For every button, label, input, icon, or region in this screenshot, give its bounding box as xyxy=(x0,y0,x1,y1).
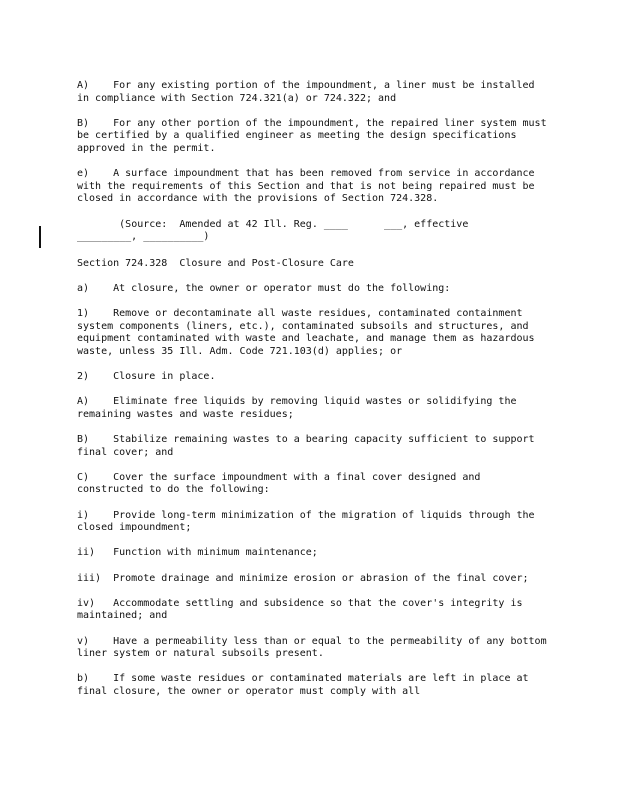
paragraph-B-stabilize-wastes: B) Stabilize remaining wastes to a bearing capacity sufficient to support final cover; and xyxy=(77,434,541,458)
paragraph-iv-accommodate-settling: iv) Accommodate settling and subsidence so that the cover's integrity is maintained; and xyxy=(77,597,529,622)
paragraph-e-surface-impoundment: e) A surface impoundment that has been removed from service in accordance with the requirements of this Section and that is not being repaired must be closed in accordance with the provisions of Section 724.328. xyxy=(77,168,541,205)
paragraph-1-remove-decontaminate: 1) Remove or decontaminate all waste residues, contaminated containment system components (liners, etc.), contaminated subsoils and structures, and equipment contaminated with waste and leachate, and manage them as hazardous waste, unless 35 Ill. Adm. Code 721.103(d) applies; or xyxy=(77,308,541,357)
revision-change-bar xyxy=(39,226,41,248)
paragraph-B-other-portion: B) For any other portion of the impoundment, the repaired liner system must be certified by a qualified engineer as meeting the design specifications approved in the permit. xyxy=(77,117,553,154)
paragraph-iii-promote-drainage: iii) Promote drainage and minimize erosion or abrasion of the final cover; xyxy=(77,572,529,584)
source-line-1: (Source: Amended at 42 Ill. Reg. ____ ___, effective xyxy=(77,218,469,230)
paragraph-A-eliminate-liquids: A) Eliminate free liquids by removing liquid wastes or solidifying the remaining wastes and waste residues; xyxy=(77,396,523,420)
paragraph-2-closure-in-place: 2) Closure in place. xyxy=(77,371,216,383)
paragraph-C-final-cover: C) Cover the surface impoundment with a final cover designed and constructed to do the following: xyxy=(77,471,487,496)
source-line-2: _________, __________) xyxy=(77,231,210,243)
paragraph-v-permeability: v) Have a permeability less than or equal to the permeability of any bottom liner system or natural subsoils present. xyxy=(77,635,553,660)
paragraph-b-residues-left: b) If some waste residues or contaminated materials are left in place at final closure, the owner or operator must comply with all xyxy=(77,673,535,697)
paragraph-a-at-closure: a) At closure, the owner or operator must do the following: xyxy=(77,282,451,294)
section-heading: Section 724.328 Closure and Post-Closure Care xyxy=(77,257,354,269)
paragraph-i-minimize-migration: i) Provide long-term minimization of the migration of liquids through the closed impoundment; xyxy=(77,509,541,534)
paragraph-ii-minimum-maintenance: ii) Function with minimum maintenance; xyxy=(77,547,318,559)
paragraph-A-existing-portion: A) For any existing portion of the impoundment, a liner must be installed in compliance with Section 724.321(a) or 724.322; and xyxy=(77,80,541,104)
document-page xyxy=(77,80,553,711)
source-note xyxy=(77,219,547,244)
